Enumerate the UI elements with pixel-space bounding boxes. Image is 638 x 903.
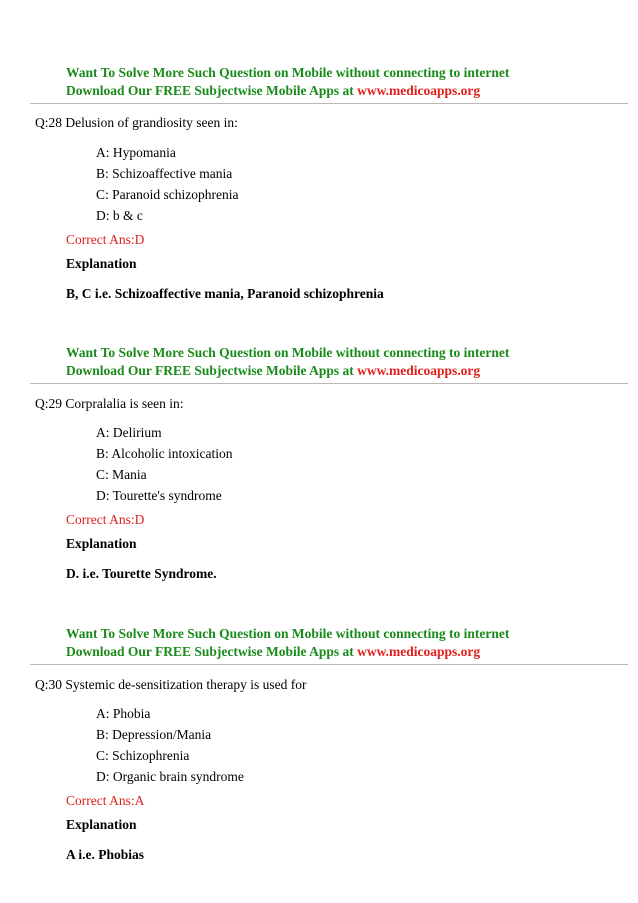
explanation-label: Explanation bbox=[66, 536, 137, 551]
option-b: B: Alcoholic intoxication bbox=[96, 446, 233, 461]
divider bbox=[30, 103, 628, 104]
promo-line-2 bbox=[66, 643, 480, 661]
option-b: B: Schizoaffective mania bbox=[96, 166, 233, 181]
correct-answer: Correct Ans:D bbox=[66, 232, 145, 247]
promo-url-link[interactable]: www.medicoapps.org bbox=[357, 644, 481, 659]
option-b: B: Depression/Mania bbox=[96, 727, 212, 742]
promo-line-2 bbox=[66, 362, 480, 380]
promo-text: Download Our FREE Subjectwise Mobile Apps at bbox=[66, 83, 358, 98]
question-text: Q:30 Systemic de-sensitization therapy is used for bbox=[35, 677, 307, 692]
promo-text: Download Our FREE Subjectwise Mobile Apps at bbox=[66, 363, 358, 378]
option-c: C: Paranoid schizophrenia bbox=[96, 187, 239, 202]
explanation-label: Explanation bbox=[66, 817, 137, 832]
option-a: A: Phobia bbox=[96, 706, 151, 721]
explanation-text: D. i.e. Tourette Syndrome. bbox=[66, 566, 217, 581]
option-d: D: Organic brain syndrome bbox=[96, 769, 244, 784]
option-a: A: Delirium bbox=[96, 425, 162, 440]
explanation-text: B, C i.e. Schizoaffective mania, Paranoid schizophrenia bbox=[66, 286, 384, 301]
explanation-text: A i.e. Phobias bbox=[66, 847, 145, 862]
promo-url-link[interactable]: www.medicoapps.org bbox=[357, 363, 481, 378]
correct-answer: Correct Ans:D bbox=[66, 512, 145, 527]
option-d: D: Tourette's syndrome bbox=[96, 488, 222, 503]
option-c: C: Mania bbox=[96, 467, 147, 482]
promo-line-2 bbox=[66, 82, 480, 100]
promo-url-link[interactable]: www.medicoapps.org bbox=[357, 83, 481, 98]
explanation-label: Explanation bbox=[66, 256, 137, 271]
promo-text: Download Our FREE Subjectwise Mobile Apps at bbox=[66, 644, 358, 659]
correct-answer: Correct Ans:A bbox=[66, 793, 145, 808]
promo-line-1: Want To Solve More Such Question on Mobile without connecting to internet bbox=[66, 65, 510, 80]
question-text: Q:29 Corpralalia is seen in: bbox=[35, 396, 184, 411]
divider bbox=[30, 664, 628, 665]
promo-line-1: Want To Solve More Such Question on Mobile without connecting to internet bbox=[66, 626, 510, 641]
divider bbox=[30, 383, 628, 384]
option-a: A: Hypomania bbox=[96, 145, 176, 160]
promo-line-1: Want To Solve More Such Question on Mobile without connecting to internet bbox=[66, 345, 510, 360]
question-text: Q:28 Delusion of grandiosity seen in: bbox=[35, 115, 238, 130]
option-c: C: Schizophrenia bbox=[96, 748, 190, 763]
option-d: D: b & c bbox=[96, 208, 143, 223]
